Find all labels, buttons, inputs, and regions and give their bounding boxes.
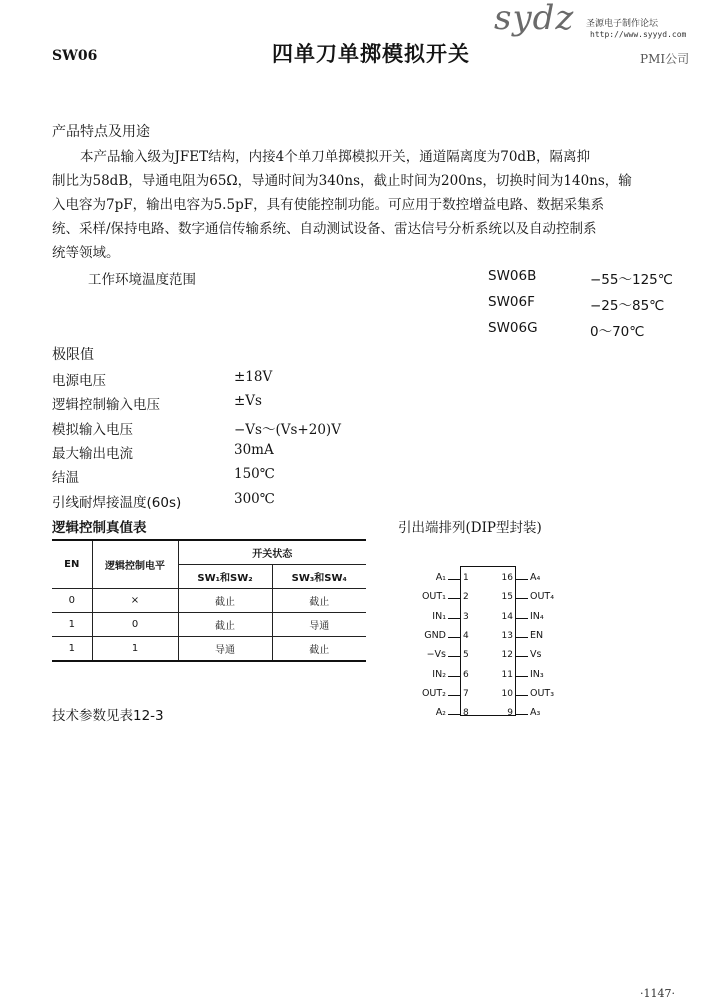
features-heading: 产品特点及用途 — [52, 124, 150, 140]
pin-lead — [448, 618, 460, 619]
cell-sw12: 导通 — [178, 637, 272, 662]
pin-label-right: OUT₄ — [530, 591, 555, 603]
temperature-model: SW06G — [488, 320, 538, 336]
header-switch-state: 开关状态 — [178, 540, 366, 565]
pin-lead — [516, 695, 528, 696]
pin-lead — [448, 637, 460, 638]
pin-label-right: IN₃ — [530, 668, 544, 680]
pin-number-left: 8 — [463, 708, 469, 719]
watermark-logo — [490, 0, 705, 56]
pin-number-right: 10 — [501, 688, 513, 699]
pin-lead — [448, 579, 460, 580]
pin-lead — [516, 579, 528, 580]
pin-lead — [448, 598, 460, 599]
pin-label-left: OUT₂ — [421, 687, 446, 699]
cell-level: 0 — [92, 613, 178, 637]
cell-level: 1 — [92, 637, 178, 662]
cell-sw12: 截止 — [178, 613, 272, 637]
truth-table-heading: 逻辑控制真值表 — [52, 520, 147, 536]
tech-params-note: 技术参数见表12-3 — [52, 708, 164, 724]
limit-name: 电源电压 — [52, 373, 106, 389]
limit-value: ±Vs — [234, 393, 262, 409]
pin-lead — [448, 695, 460, 696]
features-line: 统等领域。 — [52, 245, 120, 261]
limit-value: ±18V — [234, 369, 273, 385]
watermark-logo-text: sydz — [494, 0, 575, 38]
temperature-model: SW06B — [488, 268, 537, 284]
truth-table — [52, 539, 366, 662]
pin-label-right: IN₄ — [530, 610, 544, 622]
pinout-heading: 引出端排列(DIP型封装) — [398, 520, 542, 536]
pin-label-left: IN₁ — [432, 610, 446, 622]
cell-en: 1 — [52, 613, 92, 637]
pin-number-right: 11 — [501, 669, 513, 680]
pin-lead — [516, 618, 528, 619]
temperature-label: 工作环境温度范围 — [88, 272, 196, 288]
cell-sw34: 截止 — [272, 589, 366, 613]
page-number: ·1147· — [640, 987, 675, 1000]
pin-label-left: −Vs — [426, 649, 446, 661]
pin-label-right: EN — [530, 629, 544, 641]
cell-level: × — [92, 589, 178, 613]
limits-heading: 极限值 — [52, 347, 94, 363]
limit-name: 逻辑控制输入电压 — [52, 397, 160, 413]
cell-sw34: 截止 — [272, 637, 366, 662]
limit-value: 300℃ — [234, 491, 275, 507]
pin-number-left: 4 — [463, 630, 469, 641]
features-line: 制比为58dB，导通电阻为65Ω，导通时间为340ns，截止时间为200ns，切换时间为140ns，输 — [52, 173, 632, 189]
pin-number-left: 7 — [463, 688, 469, 699]
limit-name: 模拟输入电压 — [52, 422, 133, 438]
pin-label-right: Vs — [530, 649, 542, 661]
limit-name: 最大输出电流 — [52, 446, 133, 462]
table-row — [52, 637, 366, 662]
watermark-url: http://www.syyyd.com — [590, 30, 687, 39]
pin-number-left: 2 — [463, 592, 469, 603]
page-title: 四单刀单掷模拟开关 — [272, 41, 470, 66]
table-row — [52, 613, 366, 637]
limit-value: −Vs～(Vs+20)V — [234, 422, 341, 438]
pin-number-right: 12 — [501, 650, 513, 661]
pin-number-right: 13 — [501, 630, 513, 641]
cell-sw34: 导通 — [272, 613, 366, 637]
pin-number-right: 16 — [501, 573, 513, 583]
model-number: SW06 — [52, 48, 98, 64]
company-name: PMI公司 — [640, 52, 690, 66]
pin-lead — [516, 714, 528, 715]
header-en: EN — [52, 540, 92, 589]
cell-en: 0 — [52, 589, 92, 613]
table-row — [52, 589, 366, 613]
pin-number-left: 6 — [463, 669, 469, 680]
pin-label-left: A₂ — [435, 707, 446, 719]
pin-lead — [516, 656, 528, 657]
features-line: 统、采样/保持电路、数字通信传输系统、自动测试设备、雷达信号分析系统以及自动控制系 — [52, 221, 597, 237]
limit-name: 结温 — [52, 470, 79, 486]
pin-label-right: A₃ — [530, 707, 541, 719]
cell-sw12: 截止 — [178, 589, 272, 613]
pin-lead — [448, 676, 460, 677]
temperature-range: 0～70℃ — [590, 324, 645, 340]
limit-value: 150℃ — [234, 466, 275, 482]
header-control-level: 逻辑控制电平 — [92, 540, 178, 589]
pin-number-left: 1 — [463, 573, 469, 583]
limit-value: 30mA — [234, 442, 274, 458]
pin-number-right: 9 — [507, 708, 513, 719]
cell-en: 1 — [52, 637, 92, 662]
pin-label-right: OUT₃ — [530, 687, 555, 699]
features-line: 入电容为7pF，输出电容为5.5pF，具有使能控制功能。可应用于数控增益电路、数据采集系 — [52, 197, 605, 213]
features-paragraph — [52, 145, 705, 265]
header-sw12: SW₁和SW₂ — [178, 565, 272, 589]
pin-label-right: A₄ — [530, 572, 541, 583]
temperature-range: −25～85℃ — [590, 298, 665, 314]
pin-label-left: GND — [424, 629, 446, 641]
pin-lead — [448, 656, 460, 657]
pin-label-left: IN₂ — [432, 668, 446, 680]
pin-label-left: A₁ — [435, 572, 446, 583]
temperature-model: SW06F — [488, 294, 535, 310]
pin-number-left: 5 — [463, 650, 469, 661]
header-sw34: SW₃和SW₄ — [272, 565, 366, 589]
limit-name: 引线耐焊接温度(60s) — [52, 495, 182, 511]
features-line: 本产品输入级为JFET结构，内接4个单刀单掷模拟开关，通道隔离度为70dB，隔离抑 — [80, 149, 590, 165]
pin-lead — [516, 637, 528, 638]
pin-number-right: 15 — [501, 592, 513, 603]
watermark-site-name: 圣源电子制作论坛 — [586, 19, 659, 29]
pin-number-left: 3 — [463, 611, 469, 622]
temperature-range: −55～125℃ — [590, 272, 673, 288]
pin-label-left: OUT₁ — [421, 591, 446, 603]
pin-lead — [516, 676, 528, 677]
pin-number-right: 14 — [501, 611, 513, 622]
pin-lead — [516, 598, 528, 599]
pin-lead — [448, 714, 460, 715]
